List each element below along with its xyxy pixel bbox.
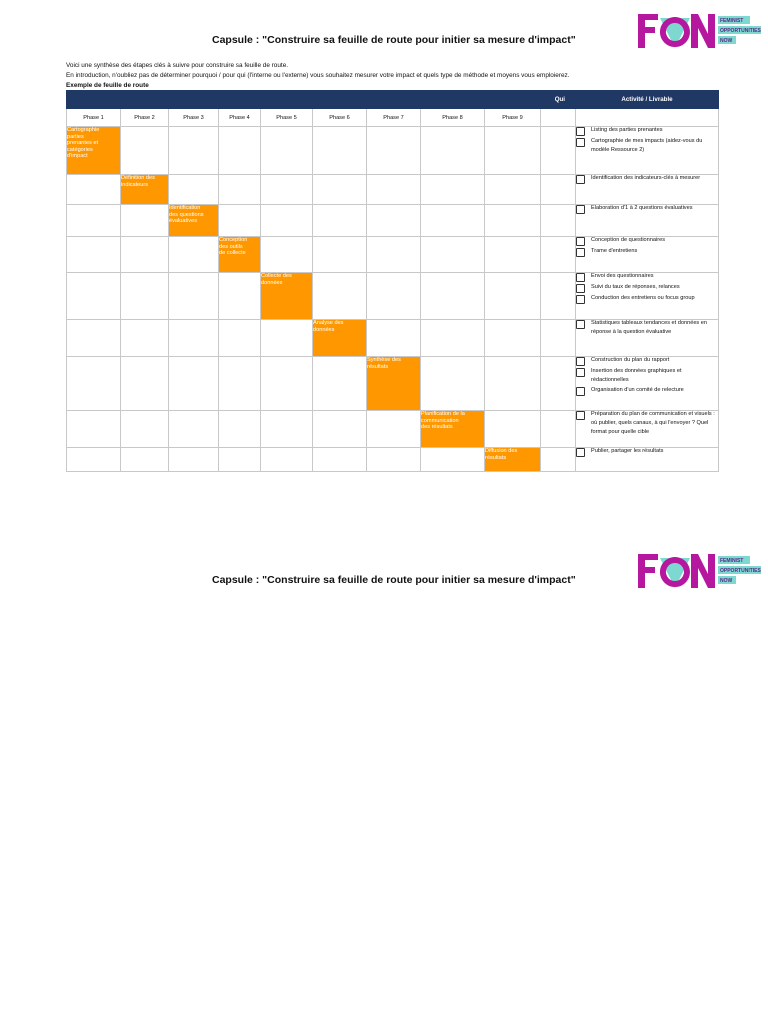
empty-cell [485,273,541,320]
activity-cell [576,273,719,320]
qui-cell [541,237,576,273]
table-row [67,448,719,472]
table-row [67,205,719,237]
empty-cell [67,237,121,273]
phase-task-label: Identification [169,205,201,211]
phase-task-label: catégories [67,146,93,153]
empty-cell [421,175,485,205]
empty-cell [67,411,121,448]
empty-cell [261,127,313,175]
activity-checkbox[interactable] [576,284,585,293]
phase-task-label: résultats [367,363,389,370]
phase-task-label: d'impact [67,153,88,160]
phase-task-label: résultats [485,454,507,461]
activity-checkbox[interactable] [576,237,585,246]
phase-header: Phase 7 [367,109,421,127]
empty-cell [485,127,541,175]
empty-cell [67,205,121,237]
table-row [67,127,719,175]
activity-cell [576,205,719,237]
activity-cell [576,320,719,357]
activity-label: Trame d'entretiens [591,248,638,254]
activity-checkbox[interactable] [576,138,585,147]
phase-header: Phase 8 [421,109,485,127]
activity-checkbox[interactable] [576,248,585,257]
phase-task-cell [313,320,367,357]
phase-task-label: données [261,279,283,286]
table-row [67,320,719,357]
activity-item [576,320,718,337]
table-row [67,273,719,320]
empty-cell [367,127,421,175]
phase-task-label: données [313,326,335,333]
activity-checkbox[interactable] [576,295,585,304]
header-activity: Activité / Livrable [576,91,719,109]
empty-cell [219,175,261,205]
activity-item [576,138,718,155]
empty-cell [485,357,541,411]
activity-checkbox[interactable] [576,448,585,457]
empty-cell [367,448,421,472]
activity-item [576,295,718,304]
activity-cell [576,175,719,205]
qui-cell [541,175,576,205]
header-qui: Qui [541,91,576,109]
table-row [67,237,719,273]
empty-cell [261,237,313,273]
empty-cell [313,205,367,237]
activity-label: Construction du plan du rapport [591,357,670,363]
activity-item [576,127,718,136]
phase-task-label: Synthèse des [367,357,401,363]
activity-label: Préparation du plan de communication et visuels : où publier, quels canaux, à qui l'envoyer ? Quel format pour quelle cible [591,411,715,435]
empty-cell [367,175,421,205]
empty-cell [121,205,169,237]
activity-item [576,357,718,366]
empty-cell [367,237,421,273]
empty-cell [421,448,485,472]
phase-task-label: Collecte des [261,273,292,279]
empty-cell [261,205,313,237]
empty-cell [219,205,261,237]
empty-cell [313,411,367,448]
empty-cell [169,175,219,205]
activity-checkbox[interactable] [576,205,585,214]
phase-task-label: des questions [169,211,204,218]
activity-label: Cartographie de mes impacts (aidez-vous du modèle Ressource 2) [591,138,703,153]
logo-word: OPPORTUNITIES [720,568,761,575]
intro-line-2: En introduction, n'oubliez pas de déterminer pourquoi / pour qui (l'interne ou l'externe) vous souhaitez mesurer votre impact et quels type de méthode et moyens vous emploierez. [66,72,570,79]
phase-task-cell [367,357,421,411]
empty-cell [169,127,219,175]
phase-task-label: des outils [219,243,243,250]
empty-cell [67,448,121,472]
activity-cell [576,448,719,472]
phase-task-label: parties [67,133,84,140]
empty-cell [219,448,261,472]
logo-word: OPPORTUNITIES [720,28,761,35]
empty-cell [169,273,219,320]
activity-label: Statistiques tableaux tendances et données en réponse à la question évaluative [591,320,707,335]
intro-text [66,61,726,91]
empty-cell [313,127,367,175]
qui-cell [541,127,576,175]
activity-item [576,205,718,214]
empty-cell [219,411,261,448]
phase-task-cell [121,175,169,205]
empty-cell [169,411,219,448]
phase-task-cell [169,205,219,237]
phase-task-cell [67,127,121,175]
qui-cell [541,320,576,357]
activity-cell [576,411,719,448]
phase-task-cell [261,273,313,320]
activity-checkbox[interactable] [576,368,585,377]
logo-word: FEMINIST [720,558,744,565]
activity-checkbox[interactable] [576,411,585,420]
phase-task-label: indicateurs [121,181,149,188]
empty-cell [421,127,485,175]
phase-task-label: communication [421,417,459,424]
empty-cell [121,448,169,472]
activity-item [576,411,718,437]
empty-cell [219,127,261,175]
phase-header-row [67,109,719,127]
empty-cell [261,320,313,357]
phase-task-cell [485,448,541,472]
logo-word: FEMINIST [720,18,744,25]
empty-cell [121,411,169,448]
phase-task-label: Cartographie [67,127,100,133]
activity-item [576,237,718,246]
phase-header: Phase 9 [485,109,541,127]
activity-label: Conception de questionnaires [591,237,666,243]
phase-task-cell [219,237,261,273]
empty-cell [421,357,485,411]
intro-line-1: Voici une synthèse des étapes clés à suivre pour construire sa feuille de route. [66,62,289,69]
header-cell [485,91,541,109]
empty-cell [261,175,313,205]
empty-cell [313,237,367,273]
empty-cell [67,357,121,411]
empty-cell [169,320,219,357]
phase-header: Phase 1 [67,109,121,127]
empty-cell [121,273,169,320]
activity-item [576,273,718,282]
empty-cell [485,320,541,357]
header-cell [67,91,121,109]
activity-item [576,448,718,457]
empty-cell [219,273,261,320]
empty-cell [219,320,261,357]
activity-label: Envoi des questionnaires [591,273,654,279]
empty-cell [313,273,367,320]
header-cell [261,91,313,109]
activity-label: Elaboration d'1 à 2 questions évaluatives [591,205,693,211]
activity-cell [576,237,719,273]
phase-task-label: de collecte [219,250,246,257]
activity-label: Listing des parties prenantes [591,127,663,133]
empty-cell [541,109,576,127]
activity-checkbox[interactable] [576,127,585,136]
phase-header: Phase 3 [169,109,219,127]
activity-label: Publier, partager les résultats [591,448,664,454]
activity-item [576,284,718,293]
activity-checkbox[interactable] [576,387,585,396]
empty-cell [67,273,121,320]
empty-cell [169,237,219,273]
empty-cell [421,320,485,357]
activity-checkbox[interactable] [576,320,585,329]
qui-cell [541,448,576,472]
activity-cell [576,127,719,175]
phase-header: Phase 6 [313,109,367,127]
empty-cell [261,411,313,448]
empty-cell [367,273,421,320]
activity-label: Identification des indicateurs-clés à mesurer [591,175,701,181]
empty-cell [421,237,485,273]
phase-task-label: évaluatives [169,218,197,225]
empty-cell [367,320,421,357]
activity-item [576,368,718,385]
fon-logo [636,552,764,592]
empty-cell [313,448,367,472]
empty-cell [313,175,367,205]
phase-task-label: des résultats [421,424,453,431]
empty-cell [485,205,541,237]
empty-cell [121,320,169,357]
activity-label: Suivi du taux de réponses, relances [591,284,680,290]
activity-label: Conduction des entretiens ou focus group [591,295,695,301]
logo-word: NOW [720,38,733,45]
empty-cell [485,411,541,448]
qui-cell [541,205,576,237]
document-page-2 [0,540,768,1020]
empty-cell [313,357,367,411]
header-cell [219,91,261,109]
activity-item [576,387,718,396]
header-cell [421,91,485,109]
phase-task-cell [421,411,485,448]
qui-cell [541,411,576,448]
empty-cell [261,357,313,411]
qui-cell [541,357,576,411]
empty-cell [121,357,169,411]
phase-task-label: Définition des [121,175,155,181]
activity-checkbox[interactable] [576,273,585,282]
empty-cell [67,175,121,205]
roadmap-table [66,90,719,472]
activity-item [576,248,718,257]
phase-header: Phase 2 [121,109,169,127]
empty-cell [67,320,121,357]
empty-cell [367,205,421,237]
activity-item [576,175,718,184]
phase-task-label: Planification de la [421,411,465,417]
table-row [67,357,719,411]
table-row [67,411,719,448]
empty-cell [219,357,261,411]
activity-label: Organisation d'un comité de relecture [591,387,684,393]
header-cell [169,91,219,109]
phase-task-label: Conception [219,237,248,243]
phase-task-label: prenantes et [67,140,99,147]
empty-cell [576,109,719,127]
activity-checkbox[interactable] [576,357,585,366]
empty-cell [367,411,421,448]
activity-cell [576,357,719,411]
empty-cell [485,175,541,205]
empty-cell [121,127,169,175]
activity-label: Insertion des données graphiques et rédactionnelles [591,368,682,383]
empty-cell [121,237,169,273]
activity-checkbox[interactable] [576,175,585,184]
table-header-row [67,91,719,109]
fon-logo [636,12,764,52]
page-title: Capsule : "Construire sa feuille de route pour initier sa mesure d'impact" [212,34,576,46]
empty-cell [169,448,219,472]
empty-cell [421,273,485,320]
logo-word: NOW [720,578,733,585]
qui-cell [541,273,576,320]
page-title: Capsule : "Construire sa feuille de route pour initier sa mesure d'impact" [212,574,576,586]
phase-task-label: Analyse des [313,320,344,326]
header-cell [121,91,169,109]
header-cell [367,91,421,109]
phase-header: Phase 5 [261,109,313,127]
header-cell [313,91,367,109]
phase-header: Phase 4 [219,109,261,127]
table-row [67,175,719,205]
empty-cell [485,237,541,273]
empty-cell [261,448,313,472]
section-title: Exemple de feuille de route [66,82,149,89]
phase-task-label: Diffusion des [485,448,518,454]
empty-cell [421,205,485,237]
empty-cell [169,357,219,411]
